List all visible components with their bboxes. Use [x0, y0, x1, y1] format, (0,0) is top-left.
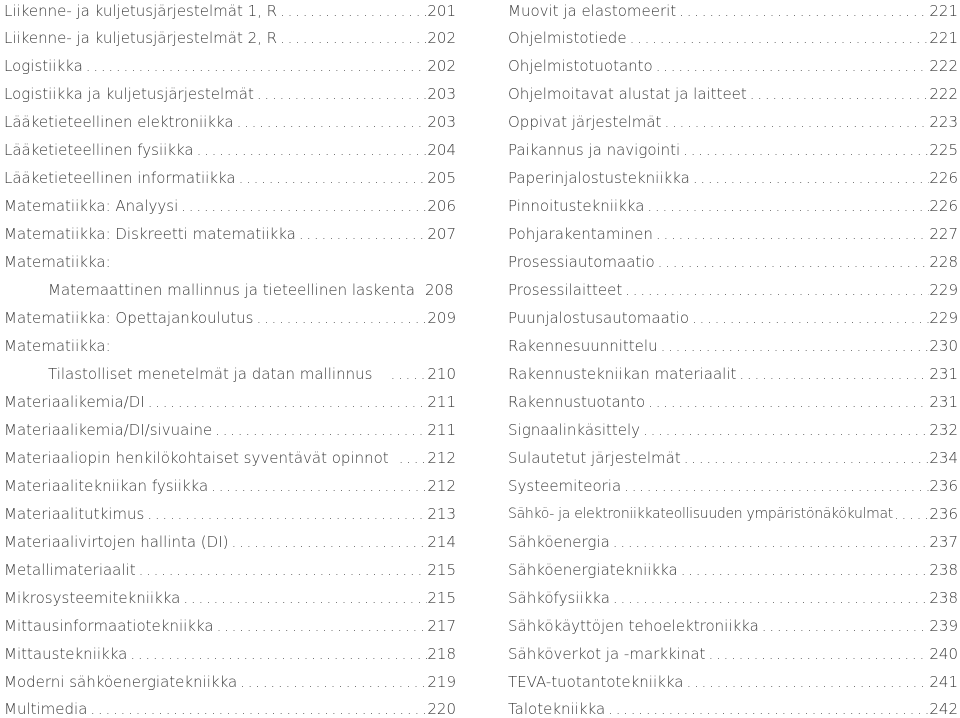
- dot-leader: [181, 197, 427, 215]
- entry-page-number: 212: [427, 449, 456, 467]
- entry-label: Mittaustekniikka: [4, 645, 128, 663]
- entry-page-number: 239: [929, 617, 958, 635]
- index-entry-sub: [4, 279, 456, 299]
- entry-page-number: 215: [427, 561, 456, 579]
- index-entry: [508, 698, 958, 718]
- index-entry: [4, 391, 456, 411]
- entry-page-number: 242: [929, 700, 958, 718]
- entry-label: Moderni sähköenergiatekniikka: [4, 673, 238, 691]
- entry-page-number: 226: [929, 169, 958, 187]
- index-entry: [508, 615, 958, 635]
- index-entry: [4, 27, 456, 47]
- index-entry: [4, 671, 456, 691]
- entry-page-number: 222: [929, 57, 958, 75]
- entry-label: Ohjelmoitavat alustat ja laitteet: [508, 85, 747, 103]
- dot-leader: [692, 309, 929, 327]
- entry-label: Sähkökäyttöjen tehoelektroniikka: [508, 617, 759, 635]
- entry-label: Matematiikka:: [4, 253, 111, 271]
- index-entry: [4, 475, 456, 495]
- entry-page-number: 219: [427, 673, 456, 691]
- entry-label: Sulautetut järjestelmät: [508, 449, 681, 467]
- entry-page-number: 240: [929, 645, 958, 663]
- entry-label: Logistiikka: [4, 57, 83, 75]
- dot-leader: [630, 29, 930, 47]
- dot-leader: [679, 2, 929, 20]
- index-entry-sub: [4, 363, 456, 383]
- dot-leader: [656, 225, 929, 243]
- dot-leader: [684, 449, 930, 467]
- dot-leader: [237, 113, 428, 131]
- dot-leader: [661, 337, 930, 355]
- entry-label: Matematiikka:: [4, 337, 111, 355]
- dot-leader: [648, 393, 929, 411]
- index-entry: [4, 307, 456, 327]
- dot-leader: [147, 505, 427, 523]
- entry-label: Liikenne- ja kuljetusjärjestelmät 2, R: [4, 29, 278, 47]
- entry-page-number: 225: [929, 141, 958, 159]
- entry-page-number: 241: [929, 673, 958, 691]
- entry-page-number: 234: [929, 449, 958, 467]
- index-entry: [508, 643, 958, 663]
- dot-leader: [613, 533, 930, 551]
- dot-leader: [739, 365, 929, 383]
- entry-page-number: 207: [427, 225, 456, 243]
- entry-label: Paperinjalostustekniikka: [508, 169, 690, 187]
- entry-page-number: 226: [929, 197, 958, 215]
- dot-leader: [139, 561, 428, 579]
- dot-leader: [656, 57, 930, 75]
- dot-leader: [90, 700, 427, 718]
- entry-label: Tilastolliset menetelmät ja datan mallinnus: [48, 365, 373, 383]
- index-entry: [508, 0, 958, 20]
- entry-label: Rakennustuotanto: [508, 393, 646, 411]
- entry-label: Sähköenergiatekniikka: [508, 561, 678, 579]
- dot-leader: [399, 449, 428, 467]
- index-entry: [4, 615, 456, 635]
- entry-label: Muovit ja elastomeerit: [508, 2, 677, 20]
- entry-page-number: 223: [929, 113, 958, 131]
- dot-leader: [613, 589, 929, 607]
- dot-leader: [239, 169, 428, 187]
- entry-page-number: 220: [427, 700, 456, 718]
- dot-leader: [693, 169, 930, 187]
- entry-page-number: 202: [427, 57, 456, 75]
- dot-leader: [664, 113, 929, 131]
- entry-label: Prosessiautomaatio: [508, 253, 655, 271]
- index-entry: [4, 195, 456, 215]
- entry-page-number: 211: [427, 393, 456, 411]
- entry-page-number: 215: [427, 589, 456, 607]
- entry-page-number: 212: [427, 477, 456, 495]
- dot-leader: [647, 197, 929, 215]
- dot-leader: [681, 561, 930, 579]
- entry-page-number: 232: [929, 421, 958, 439]
- index-entry-heading: [4, 251, 456, 271]
- index-entry: [508, 559, 958, 579]
- dot-leader: [280, 2, 427, 20]
- entry-label: Materiaalitekniikan fysiikka: [4, 477, 209, 495]
- entry-label: Oppivat järjestelmät: [508, 113, 662, 131]
- entry-page-number: 203: [427, 113, 456, 131]
- index-entry: [508, 139, 958, 159]
- dot-leader: [231, 533, 427, 551]
- entry-page-number: 236: [929, 505, 958, 523]
- index-entry: [508, 307, 958, 327]
- entry-label: Liikenne- ja kuljetusjärjestelmät 1, R: [4, 2, 278, 20]
- dot-leader: [624, 477, 929, 495]
- index-entry: [4, 111, 456, 131]
- index-entry: [508, 55, 958, 75]
- entry-page-number: 221: [929, 2, 958, 20]
- entry-label: Sähköverkot ja -markkinat: [508, 645, 706, 663]
- entry-label: Puunjalostusautomaatio: [508, 309, 690, 327]
- entry-label: TEVA-tuotantotekniikka: [508, 673, 684, 691]
- index-column-left: [4, 0, 456, 718]
- index-entry: [508, 195, 958, 215]
- entry-page-number: 221: [929, 29, 958, 47]
- index-entry: [4, 83, 456, 103]
- entry-page-number: 206: [427, 197, 456, 215]
- index-entry: [508, 671, 958, 691]
- index-entry: [508, 447, 958, 467]
- entry-page-number: 217: [427, 617, 456, 635]
- entry-label: Matematiikka: Diskreetti matematiikka: [4, 225, 296, 243]
- entry-label: Paikannus ja navigointi: [508, 141, 681, 159]
- index-entry: [4, 643, 456, 663]
- entry-label: Sähköenergia: [508, 533, 610, 551]
- index-entry: [508, 167, 958, 187]
- index-entry: [508, 279, 958, 299]
- entry-label: Rakennustekniikan materiaalit: [508, 365, 737, 383]
- entry-page-number: 213: [427, 505, 456, 523]
- entry-page-number: 205: [427, 169, 456, 187]
- entry-page-number: 208: [424, 281, 454, 299]
- dot-leader: [257, 85, 427, 103]
- index-entry: [508, 335, 958, 355]
- index-entry: [4, 698, 456, 718]
- dot-leader: [625, 281, 929, 299]
- dot-leader: [197, 141, 428, 159]
- entry-page-number: 204: [427, 141, 456, 159]
- dot-leader: [894, 505, 929, 523]
- entry-page-number: 237: [929, 533, 958, 551]
- index-column-right: [508, 0, 958, 718]
- index-entry: [508, 83, 958, 103]
- dot-leader: [762, 617, 930, 635]
- index-entry: [4, 531, 456, 551]
- dot-leader: [217, 617, 428, 635]
- entry-label: Mikrosysteemitekniikka: [4, 589, 181, 607]
- entry-label: Sähkö- ja elektroniikkateollisuuden ympäristönäkökulmat: [508, 506, 893, 522]
- index-entry: [4, 0, 456, 20]
- entry-page-number: 238: [929, 589, 958, 607]
- dot-leader: [130, 645, 427, 663]
- entry-label: Lääketieteellinen fysiikka: [4, 141, 194, 159]
- index-entry: [508, 223, 958, 243]
- entry-label: Matemaattinen mallinnus ja tieteellinen laskenta: [48, 281, 415, 299]
- dot-leader: [148, 393, 428, 411]
- entry-page-number: 222: [929, 85, 958, 103]
- entry-page-number: 201: [427, 2, 456, 20]
- index-entry: [508, 111, 958, 131]
- index-entry: [508, 27, 958, 47]
- dot-leader: [211, 477, 427, 495]
- index-entry: [4, 447, 456, 467]
- dot-leader: [280, 29, 427, 47]
- index-entry: [508, 363, 958, 383]
- entry-page-number: 230: [929, 337, 958, 355]
- entry-label: Systeemiteoria: [508, 477, 622, 495]
- index-entry: [508, 419, 958, 439]
- entry-label: Materiaalivirtojen hallinta (DI): [4, 533, 229, 551]
- index-entry: [508, 475, 958, 495]
- index-entry: [508, 531, 958, 551]
- entry-page-number: 238: [929, 561, 958, 579]
- entry-label: Lääketieteellinen elektroniikka: [4, 113, 234, 131]
- index-entry: [508, 391, 958, 411]
- entry-label: Ohjelmistotiede: [508, 29, 627, 47]
- entry-page-number: 231: [929, 393, 958, 411]
- entry-label: Pohjarakentaminen: [508, 225, 653, 243]
- dot-leader: [86, 57, 428, 75]
- dot-leader: [686, 673, 929, 691]
- entry-page-number: 229: [929, 309, 958, 327]
- dot-leader: [750, 85, 930, 103]
- dot-leader: [643, 421, 929, 439]
- entry-page-number: 202: [427, 29, 456, 47]
- dot-leader: [608, 700, 929, 718]
- entry-label: Ohjelmistotuotanto: [508, 57, 653, 75]
- entry-page-number: 218: [427, 645, 456, 663]
- entry-label: Matematiikka: Opettajankoulutus: [4, 309, 254, 327]
- dot-leader: [240, 673, 427, 691]
- dot-leader: [256, 309, 427, 327]
- entry-page-number: 214: [427, 533, 456, 551]
- index-entry: [4, 503, 456, 523]
- entry-page-number: 236: [929, 477, 958, 495]
- dot-leader: [683, 141, 929, 159]
- entry-label: Materiaalikemia/DI/sivuaine: [4, 421, 213, 439]
- dot-leader: [299, 225, 428, 243]
- entry-label: Materiaaliopin henkilökohtaiset syventävät opinnot: [4, 449, 389, 467]
- dot-leader: [658, 253, 930, 271]
- index-entry: [4, 139, 456, 159]
- entry-page-number: 211: [427, 421, 456, 439]
- dot-leader: [215, 421, 427, 439]
- entry-label: Multimedia: [4, 700, 88, 718]
- entry-label: Metallimateriaalit: [4, 561, 136, 579]
- entry-page-number: 210: [427, 365, 456, 383]
- index-entry: [508, 587, 958, 607]
- index-entry: [508, 503, 958, 523]
- entry-page-number: 203: [427, 85, 456, 103]
- index-entry: [4, 223, 456, 243]
- entry-label: Materiaalikemia/DI: [4, 393, 145, 411]
- entry-label: Matematiikka: Analyysi: [4, 197, 179, 215]
- entry-page-number: 228: [929, 253, 958, 271]
- entry-label: Lääketieteellinen informatiikka: [4, 169, 236, 187]
- entry-page-number: 231: [929, 365, 958, 383]
- dot-leader: [390, 365, 427, 383]
- index-entry: [4, 167, 456, 187]
- index-entry: [4, 55, 456, 75]
- entry-label: Talotekniikka: [508, 700, 606, 718]
- entry-page-number: 209: [427, 309, 456, 327]
- entry-label: Signaalinkäsittely: [508, 421, 641, 439]
- index-entry: [4, 559, 456, 579]
- index-entry: [508, 251, 958, 271]
- entry-label: Prosessilaitteet: [508, 281, 623, 299]
- entry-label: Mittausinformaatiotekniikka: [4, 617, 214, 635]
- dot-leader: [708, 645, 929, 663]
- index-entry: [4, 419, 456, 439]
- entry-page-number: 229: [929, 281, 958, 299]
- entry-page-number: 227: [929, 225, 958, 243]
- index-entry-heading: [4, 335, 456, 355]
- entry-label: Logistiikka ja kuljetusjärjestelmät: [4, 85, 254, 103]
- entry-label: Materiaalitutkimus: [4, 505, 145, 523]
- entry-label: Rakennesuunnittelu: [508, 337, 658, 355]
- entry-label: Pinnoitustekniikka: [508, 197, 645, 215]
- dot-leader: [183, 589, 427, 607]
- entry-label: Sähköfysiikka: [508, 589, 610, 607]
- index-entry: [4, 587, 456, 607]
